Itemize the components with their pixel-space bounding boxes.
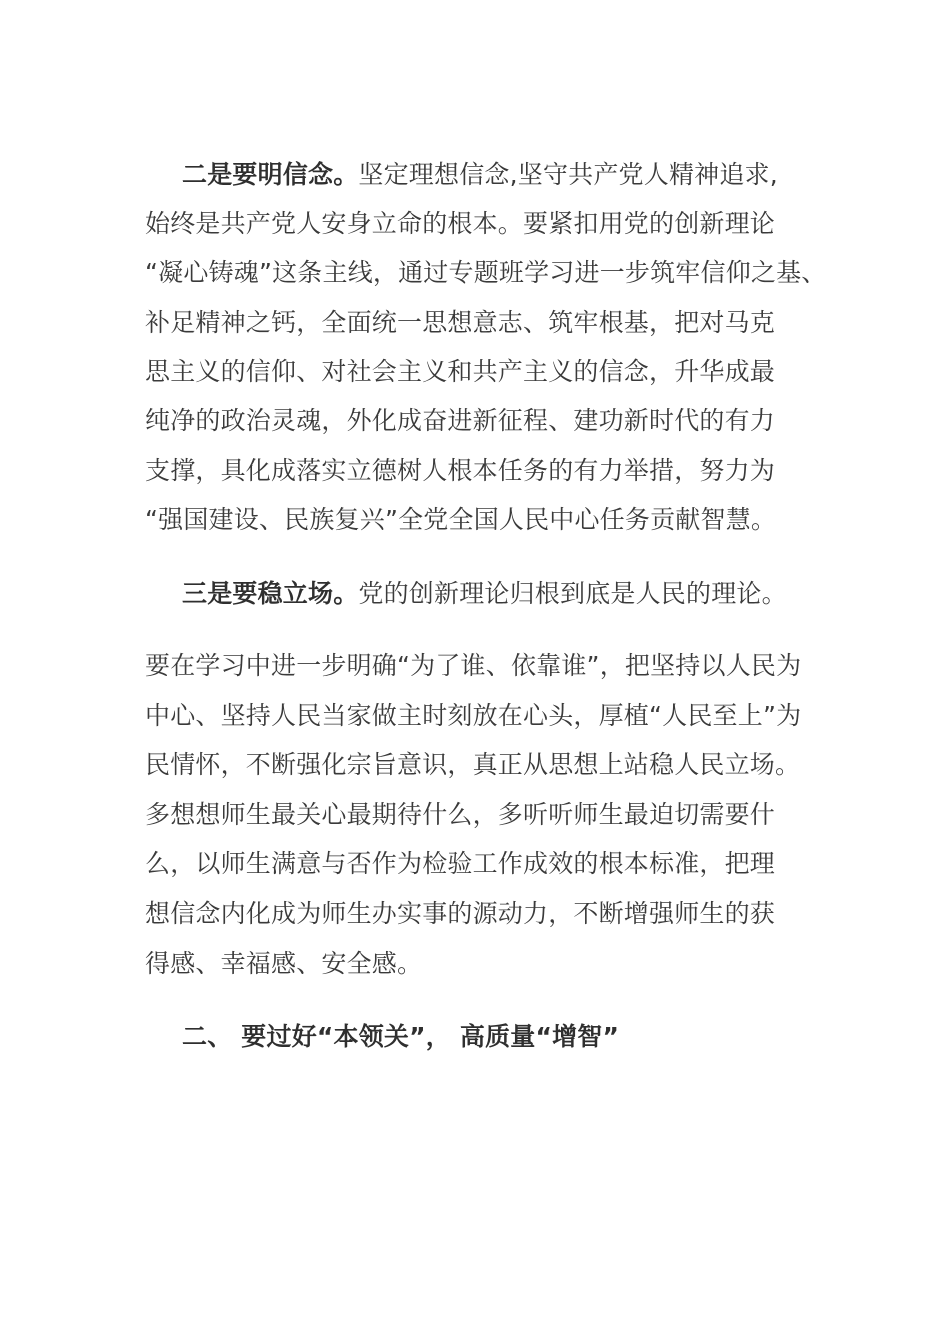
paragraph-heading: 二是要明信念。: [182, 160, 359, 189]
paragraph-line: 民情怀，不断强化宗旨意识，真正从思想上站稳人民立场。: [145, 750, 801, 779]
paragraph-line: 始终是共产党人安身立命的根本。要紧扣用党的创新理论: [145, 209, 776, 238]
paragraph-line: “强国建设、民族复兴”全党全国人民中心任务贡献智慧。: [145, 505, 777, 534]
paragraph-line: [182, 160, 778, 190]
paragraph-line: 纯净的政治灵魂，外化成奋进新征程、建功新时代的有力: [145, 406, 776, 435]
paragraph-line: 想信念内化成为师生办实事的源动力，不断增强师生的获: [145, 899, 776, 928]
paragraph-line: 补足精神之钙，全面统一思想意志、筑牢根基，把对马克: [145, 308, 776, 337]
paragraph-line: 思主义的信仰、对社会主义和共产主义的信念，升华成最: [145, 357, 776, 386]
paragraph-line: 么，以师生满意与否作为检验工作成效的根本标准，把理: [145, 849, 776, 878]
paragraph-line: 要在学习中进一步明确“为了谁、依靠谁”，把坚持以人民为: [145, 651, 802, 680]
paragraph-line: 多想想师生最关心最期待什么，多听听师生最迫切需要什: [145, 800, 776, 829]
paragraph-line: “凝心铸魂”这条主线，通过专题班学习进一步筑牢信仰之基、: [145, 258, 827, 287]
paragraph-text: 坚定理想信念,坚守共产党人精神追求,: [358, 160, 778, 189]
paragraph-line: 支撑，具化成落实立德树人根本任务的有力举措，努力为: [145, 456, 776, 485]
section-heading: 二、 要过好“本领关”， 高质量“增智”: [182, 1022, 620, 1051]
paragraph-line: 得感、幸福感、安全感。: [145, 949, 423, 978]
paragraph-line: [182, 579, 787, 609]
paragraph-heading: 三是要稳立场。: [182, 579, 359, 608]
paragraph-text: 党的创新理论归根到底是人民的理论。: [358, 579, 787, 608]
paragraph-line: 中心、坚持人民当家做主时刻放在心头，厚植“人民至上”为: [145, 701, 802, 730]
